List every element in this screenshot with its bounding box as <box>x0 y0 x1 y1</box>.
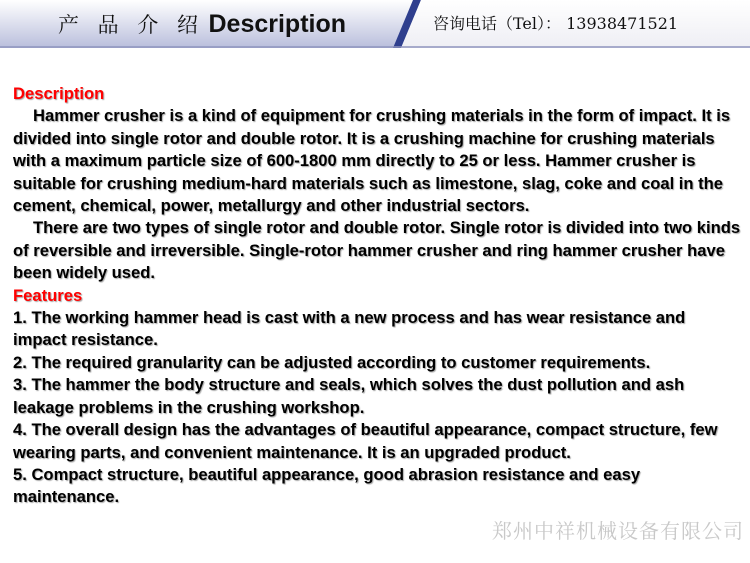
features-heading: Features <box>13 285 83 305</box>
feature-item: 5. Compact structure, beautiful appearance, good abrasion resistance and easy maintenance. <box>13 464 641 507</box>
company-watermark: 郑州中祥机械设备有限公司 <box>492 519 744 543</box>
header-banner <box>0 0 750 48</box>
feature-item: 3. The hammer the body structure and seals, which solves the dust pollution and ash leakage problems in the crushing workshop. <box>13 375 685 417</box>
banner-title-en: Description <box>208 10 347 38</box>
banner-title-cn: 产 品 介 绍 <box>58 13 205 37</box>
description-paragraph: There are two types of single rotor and double rotor. Single rotor is divided into two kinds of reversible and irreversible. Single-rotor hammer crusher and ring hammer crusher have been widely used. <box>13 218 741 283</box>
feature-item: 1. The working hammer head is cast with a new process and has wear resistance and impact resistance. <box>13 308 686 350</box>
feature-item: 4. The overall design has the advantages of beautiful appearance, compact structure, few wearing parts, and convenient maintenance. It is an upgraded product. <box>13 420 718 462</box>
description-paragraph: Hammer crusher is a kind of equipment for crushing materials in the form of impact. It is divided into single rotor and double rotor. It is a crushing machine for crushing materials with a maximum particle size of 600-1800 mm directly to 25 or less. Hammer crusher is suitable for crushing medium-hard materials such as limestone, slag, coke and coal in the cement, chemical, power, metallurgy and other industrial sectors. <box>13 106 731 216</box>
banner-title <box>58 8 346 40</box>
description-heading: Description <box>13 84 105 103</box>
product-description <box>13 83 743 509</box>
contact-phone: 咨询电话（Tel）： 13938471521 <box>433 14 679 33</box>
feature-item: 2. The required granularity can be adjusted according to customer requirements. <box>13 352 651 372</box>
